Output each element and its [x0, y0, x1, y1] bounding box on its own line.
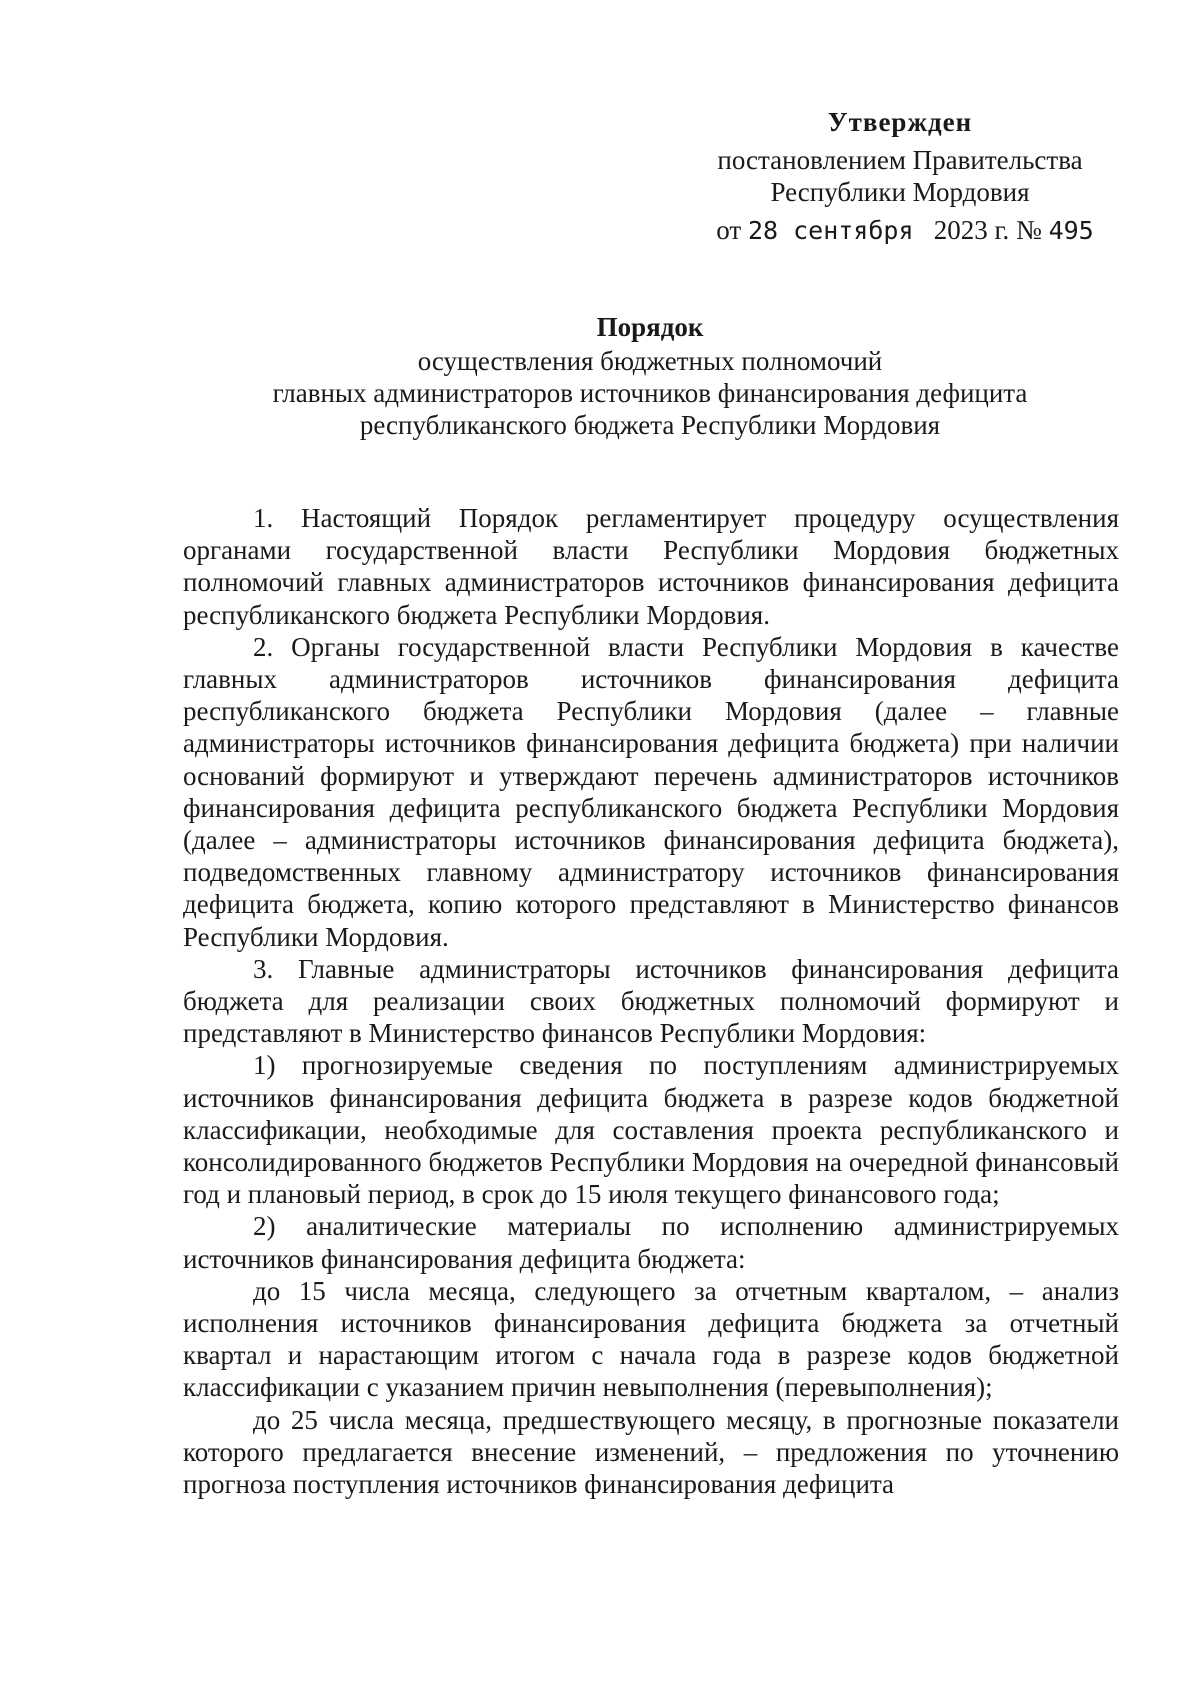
paragraph-3-item-2-sub-2: до 25 числа месяца, предшествующего месяцу, в прогнозные показатели которого предлагается внесение изменений, – предложения по уточнению прогноза поступления источников финансирования дефицита [183, 1404, 1119, 1500]
document-subtitle-line-2: главных администраторов источников финансирования дефицита [272, 378, 1028, 408]
approval-block [690, 106, 1110, 247]
approval-number-prefix: № [1016, 215, 1042, 245]
paragraph-1: 1. Настоящий Порядок регламентирует процедуру осуществления органами государственной власти Республики Мордовия бюджетных полномочий главных администраторов источников финансирования дефицита республиканского бюджета Республики Мордовия. [183, 503, 1119, 630]
approval-date-prefix: от [716, 215, 742, 245]
approval-line-2: Республики Мордовия [770, 177, 1030, 207]
paragraph-3-item-2-sub-1: до 15 числа месяца, следующего за отчетным кварталом, – анализ исполнения источников финансирования дефицита бюджета за отчетный квартал и нарастающим итогом с начала года в разрезе кодов бюджетной классификации с указанием причин невыполнения (перевыполнения); [183, 1275, 1119, 1403]
paragraph-2: 2. Органы государственной власти Республики Мордовия в качестве главных администраторов источников финансирования дефицита республиканского бюджета Республики Мордовия (далее – главные администраторы источников финансирования дефицита бюджета) при наличии оснований формируют и утверждают перечень администраторов источников финансирования дефицита республиканского бюджета Республики Мордовия (далее – администраторы источников финансирования дефицита бюджета), подведомственных главному администратору источников финансирования дефицита бюджета, копию которого представляют в Министерство финансов Республики Мордовия. [183, 631, 1119, 952]
document-subtitle-line-1: осуществления бюджетных полномочий [417, 346, 883, 376]
paragraph-3: 3. Главные администраторы источников финансирования дефицита бюджета для реализации своих бюджетных полномочий формируют и представляют в Министерство финансов Республики Мордовия: [183, 953, 1119, 1049]
approval-line-1: постановлением Правительства [717, 145, 1083, 175]
paragraph-3-item-1: 1) прогнозируемые сведения по поступлениям администрируемых источников финансирования дефицита бюджета в разрезе кодов бюджетной классификации, необходимые для составления проекта республиканского и консолидированного бюджетов Республики Мордовия на очередной финансовый год и плановый период, в срок до 15 июля текущего финансового года; [183, 1050, 1119, 1210]
approval-date-line [690, 214, 1110, 247]
document-title-block [180, 311, 1120, 441]
paragraph-3-item-2: 2) аналитические материалы по исполнению администрируемых источников финансирования дефицита бюджета: [183, 1211, 1119, 1274]
approval-year: 2023 г. [933, 215, 1010, 245]
approval-number: 495 [1048, 216, 1094, 245]
document-title: Порядок [596, 312, 704, 342]
approval-date: 28 сентября [747, 216, 914, 245]
document-body [183, 502, 1119, 1500]
approval-title: Утвержден [827, 107, 973, 137]
document-subtitle-line-3: республиканского бюджета Республики Мордовия [359, 410, 941, 440]
